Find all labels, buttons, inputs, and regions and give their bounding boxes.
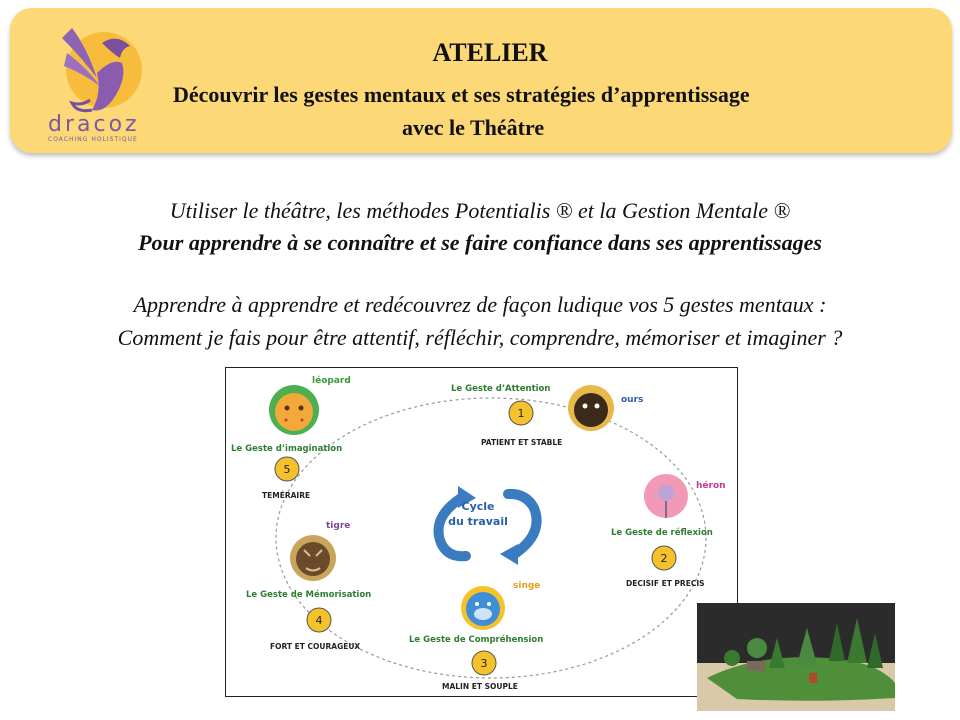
geste-quality: TEMÉRAIRE <box>262 491 311 500</box>
intro-line-3: Apprendre à apprendre et redécouvrez de façon ludique vos 5 gestes mentaux : <box>133 292 827 317</box>
geste-title: Le Geste de Compréhension <box>409 635 544 645</box>
geste-imagination <box>231 375 351 500</box>
geste-memorisation <box>246 521 371 651</box>
geste-number: 3 <box>480 657 488 670</box>
geste-quality: PATIENT ET STABLE <box>481 438 563 447</box>
logo-tagline: COACHING HOLISTIQUE <box>48 136 138 143</box>
page-subtitle-line2: avec le Théâtre <box>402 115 545 140</box>
geste-comprehension <box>409 581 543 691</box>
geste-number: 5 <box>283 463 291 476</box>
page-title: ATELIER <box>432 38 548 67</box>
geste-quality: DECISIF ET PRECIS <box>626 579 705 588</box>
geste-number: 1 <box>517 407 525 420</box>
geste-attention <box>451 384 643 447</box>
animal-label: héron <box>696 481 726 491</box>
animal-label: tigre <box>326 521 351 531</box>
geste-number: 2 <box>660 552 668 565</box>
geste-title: Le Geste d’Attention <box>451 384 551 394</box>
logo-wordmark: dracoz <box>48 112 140 137</box>
theatre-model-photo <box>697 603 895 711</box>
page-subtitle-line1: Découvrir les gestes mentaux et ses stratégies d’apprentissage <box>173 82 750 107</box>
geste-title: Le Geste d’imagination <box>231 444 343 454</box>
intro-line-4: Comment je fais pour être attentif, réfléchir, comprendre, mémoriser et imaginer ? <box>117 325 843 350</box>
cycle-label-1: Cycle <box>461 500 495 513</box>
intro-line-2: Pour apprendre à se connaître et se faire confiance dans ses apprentissages <box>138 230 822 255</box>
geste-quality: FORT ET COURAGEUX <box>270 642 361 651</box>
animal-label: singe <box>513 581 541 591</box>
intro-line-1: Utiliser le théâtre, les méthodes Potentialis ® et la Gestion Mentale ® <box>169 198 791 223</box>
cycle-label-2: du travail <box>448 515 508 528</box>
header-banner <box>10 8 952 153</box>
geste-number: 4 <box>315 614 323 627</box>
geste-reflexion <box>611 474 726 588</box>
geste-title: Le Geste de réflexion <box>611 528 713 538</box>
animal-label: léopard <box>312 376 351 386</box>
gestes-mentaux-diagram <box>225 367 738 697</box>
geste-quality: MALIN ET SOUPLE <box>442 682 518 691</box>
geste-title: Le Geste de Mémorisation <box>246 590 372 600</box>
animal-label: ours <box>621 395 644 405</box>
cycle-diagram-svg <box>226 368 737 696</box>
